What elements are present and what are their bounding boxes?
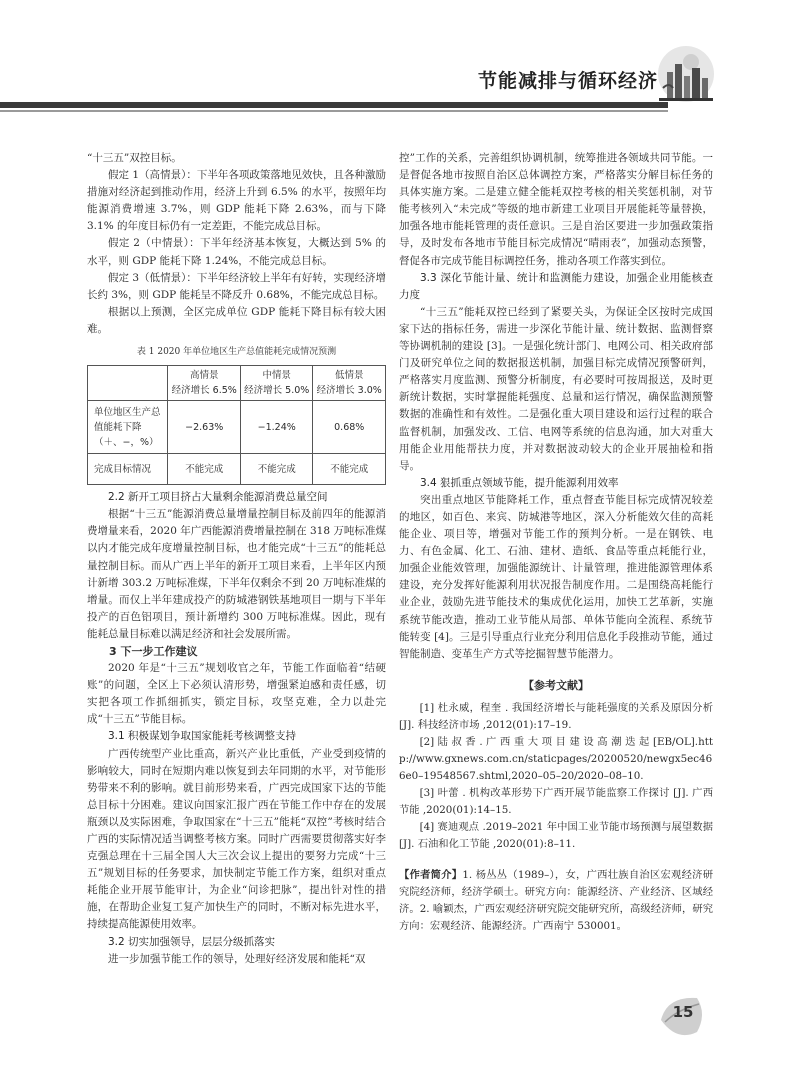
reference-item: [1] 杜永威，程奎 . 我国经济增长与能耗强度的关系及原因分析 [J]. 科技经济市场 ,2012(01):17–19. — [399, 701, 713, 731]
reference-item: [3] 叶蕾 . 机构改革形势下广西开展节能监察工作探讨 [J]. 广西节能 ,2020(01):14–15. — [399, 786, 713, 816]
subsection-heading: 3.1 积极谋划争取国家能耗考核调整支持 — [108, 730, 297, 743]
table-header-cell — [88, 366, 168, 401]
table-cell: 0.68% — [313, 401, 386, 454]
table-row-label: 完成目标情况 — [88, 454, 168, 485]
table-cell: 不能完成 — [313, 454, 386, 485]
paragraph: 根据以上预测，全区完成单位 GDP 能耗下降目标有较大困难。 — [87, 305, 386, 335]
paragraph: 假定 3（低情景）：下半年经济较上半年有好转，实现经济增长约 3%，则 GDP 能耗呈不降反升 0.68%，不能完成总目标。 — [87, 271, 386, 301]
subsection-heading: 3.2 切实加强领导，层层分级抓落实 — [108, 935, 276, 948]
paragraph: 广西传统型产业比重高，新兴产业比重低，产业受到疫情的影响较大，同时在短期内难以恢复到去年同期的水平，对节能形势带来不利的影响。就目前形势来看，广西完成国家下达的节能总目标十分困难。建议向国家汇报广西在节能工作中存在的发展瓶颈以及实际困难，争取国家在“十三五”能耗“双控”考核时结合广西的实际情况适当调整考核方案。同时广西需要贯彻落实好李克强总理在十三届全国人大三次会议上提出的要努力完成“十三五”规划目标的任务要求，加快制定节能工作方案，组织对重点耗能企业开展节能审计，为企业“问诊把脉”，提出针对性的措施，在帮助企业复工复产加快生产的同时，不断对标先进水平，持续提高能源使用效率。 — [87, 747, 386, 931]
paragraph: 进一步加强节能工作的领导，处理好经济发展和能耗“双 — [108, 952, 366, 965]
subsection-heading: 3.4 狠抓重点领域节能，提升能源利用效率 — [420, 476, 619, 489]
table-row-label: 单位地区生产总值能耗下降（＋、−，%） — [88, 401, 168, 454]
table-header-cell: 低情景 经济增长 3.0% — [313, 366, 386, 401]
table-header-cell: 高情景 经济增长 6.5% — [168, 366, 241, 401]
subsection-heading: 3.3 深化节能计量、统计和监测能力建设，加强企业用能核查力度 — [399, 271, 713, 301]
table-cell: 不能完成 — [240, 454, 313, 485]
paragraph: “十三五”双控目标。 — [87, 152, 182, 164]
table-row — [88, 401, 386, 454]
table-caption: 表 1 2020 年单位地区生产总值能耗完成情况预测 — [136, 347, 337, 358]
left-column — [87, 150, 386, 968]
table-header-cell: 中情景 经济增长 5.0% — [240, 366, 313, 401]
table-cell: 不能完成 — [168, 454, 241, 485]
author-bio — [399, 867, 713, 935]
author-bio-label: 【作者简介】 — [399, 868, 463, 881]
header-rule — [0, 102, 668, 108]
paragraph: “十三五”能耗双控已经到了紧要关头，为保证全区按时完成国家下达的指标任务，需进一步深化节能计量、统计数据、监测督察等协调机制的建设 [3]。一是强化统计部门、电网公司、相关政府部门及研究单位之间的数据报送机制，加强目标完成情况预警研判，严格落实月度监测、预警分析制度，有必要时可按周报送，及时更新统计数据，实时掌握能耗强度、总量和运行情况，确保监测预警数据的准确性和有效性。二是强化重大项目建设和运行过程的联合监督机制，加强发改、工信、电网等系统的信息沟通，加大对重大用能企业用能帮扶力度，并对数据波动较大的企业开展抽检和指导。 — [399, 305, 713, 472]
table-row — [88, 454, 386, 485]
section-heading: 3 下一步工作建议 — [109, 644, 198, 658]
reference-item: [2] 陆 叔 香 . 广 西 重 大 项 目 建 设 高 潮 迭 起 [EB/OL].http://www.gxnews.com.cn/staticpages/20200520/newgx5ec466e0–19548567.shtml,2020–05–20/2020–08–10. — [399, 735, 713, 782]
city-skyline-icon — [657, 42, 715, 106]
references-heading: 【参考文献】 — [523, 678, 589, 692]
table-cell: −2.63% — [168, 401, 241, 454]
section-title: 节能减排与循环经济 — [478, 70, 659, 92]
paragraph: 控”工作的关系，完善组织协调机制，统筹推进各领域共同节能。一是督促各地市按照自治区总体调控方案，严格落实分解目标任务的具体实施方案。二是建立健全能耗双控考核的相关奖惩机制，对节能考核列入“未完成”等级的地市新建工业项目开展能耗等量替换，加强各地市能耗管理的责任意识。三是自治区要进一步加强政策指导，及时发布各地市节能目标完成情况“晴雨表”，加强动态预警，督促各市完成节能目标调控任务，推动各项工作落实到位。 — [399, 152, 713, 267]
paragraph: 假定 1（高情景）：下半年各项政策落地见效快，且各种激励措施对经济起到推动作用，经济上升到 6.5% 的水平，按照年均能源消费增速 3.7%，则 GDP 能耗下降 2.63%，而与下降 3.1% 的年度目标仍有一定差距，不能完成总目标。 — [87, 169, 386, 233]
forecast-table — [87, 365, 386, 485]
reference-item: [4] 赛迪观点 .2019–2021 年中国工业节能市场预测与展望数据 [J]. 石油和化工节能 ,2020(01):8–11. — [399, 820, 713, 850]
header-rule-thin — [0, 110, 668, 112]
page-number-badge — [657, 992, 709, 1042]
subsection-heading: 2.2 新开工项目挤占大量剩余能源消费总量空间 — [108, 491, 328, 504]
paragraph: 突出重点地区节能降耗工作，重点督查节能目标完成情况较差的地区，如百色、来宾、防城港等地区，深入分析能效欠佳的高耗能企业、项目等，增强对节能工作的预判分析。一是在钢铁、电力、有色金属、化工、石油、建材、造纸、食品等重点耗能行业，加强企业能效管理，加强能源统计、计量管理，推进能源管理体系建设，充分发挥好能源利用状况报告制度作用。二是围绕高耗能行业企业，鼓励先进节能技术的集成优化运用，加快工艺革新，实施系统节能改造，推动工业节能从局部、单体节能向全流程、系统节能转变 [4]。三是引导重点行业充分利用信息化手段推动节能，通过智能制造、变革生产方式等挖掘智慧节能潜力。 — [399, 493, 713, 660]
table-header-row — [88, 366, 386, 401]
right-column — [399, 150, 713, 935]
table-cell: −1.24% — [240, 401, 313, 454]
page-number: 15 — [672, 1003, 694, 1021]
paragraph: 根据“十三五”能源消费总量增量控制目标及前四年的能源消费增量来看，2020 年广西能源消费增量控制在 318 万吨标准煤以内才能完成年度增量控制目标，也才能完成“十三五”的能耗总量控制目标。而从广西上半年的新开工项目来看，上半年区内预计新增 303.2 万吨标准煤，下半年仅剩余不到 20 万吨标准煤的增量。而仅上半年建成投产的防城港钢铁基地项目一期与下半年投产的百色铝项目，预计新增约 300 万吨标准煤。因此，现有能耗总量目标难以满足经济和社会发展所需。 — [87, 508, 386, 640]
paragraph: 假定 2（中情景）：下半年经济基本恢复，大概达到 5% 的水平，则 GDP 能耗下降 1.24%，不能完成总目标。 — [87, 237, 386, 267]
paragraph: 2020 年是“十三五”规划收官之年，节能工作面临着“结硬账”的问题，全区上下必须认清形势，增强紧迫感和责任感，切实把各项工作抓细抓实，锁定目标，攻坚克难，全力以赴完成“十三五”节能目标。 — [87, 662, 386, 726]
author-bio-text: 1. 杨丛丛（1989–），女，广西壮族自治区宏观经济研究院经济师，经济学硕士。研究方向：能源经济、产业经济、区域经济。2. 喻颖杰，广西宏观经济研究院交能研究所，高级经济师，研究方向：宏观经济、能源经济。广西南宁 530001。 — [399, 868, 714, 932]
